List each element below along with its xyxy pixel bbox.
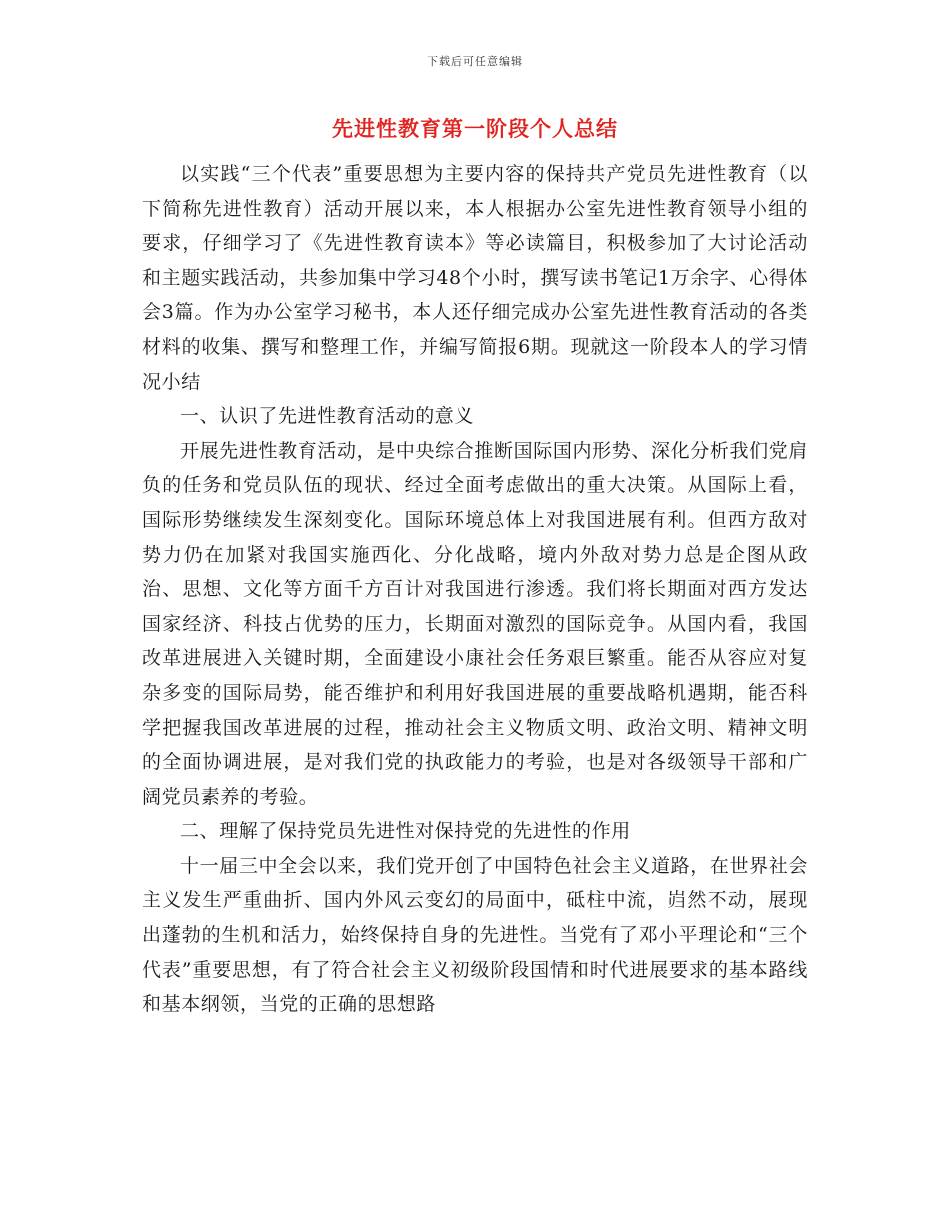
download-note: 下载后可任意编辑 [427,55,523,68]
document-body [142,157,808,1022]
paragraph-section-2: 十一届三中全会以来，我们党开创了中国特色社会主义道路，在世界社会主义发生严重曲折、国内外风云变幻的局面中，砥柱中流，岿然不动，展现出蓬勃的生机和活力，始终保持自身的先进性。当党有了邓小平理论和“三个代表”重要思想，有了符合社会主义初级阶段国情和时代进展要求的基本路线和基本纲领，当党的正确的思想路 [142,854,808,1016]
paragraph-intro: 以实践“三个代表”重要思想为主要内容的保持共产党员先进性教育（以下简称先进性教育）活动开展以来，本人根据办公室先进性教育领导小组的要求，仔细学习了《先进性教育读本》等必读篇目，积极参加了大讨论活动和主题实践活动，共参加集中学习48个小时，撰写读书笔记1万余字、心得体会3篇。作为办公室学习秘书，本人还仔细完成办公室先进性教育活动的各类材料的收集、撰写和整理工作，并编写简报6期。现就这一阶段本人的学习情况小结 [142,163,808,393]
document-title: 先进性教育第一阶段个人总结 [332,116,618,141]
section-heading-2: 二、理解了保持党员先进性对保持党的先进性的作用 [180,820,631,843]
section-heading-1: 一、认识了先进性教育活动的意义 [180,405,475,428]
paragraph-section-1: 开展先进性教育活动，是中央综合推断国际国内形势、深化分析我们党肩负的任务和党员队伍的现状、经过全面考虑做出的重大决策。从国际上看，国际形势继续发生深刻变化。国际环境总体上对我国进展有利。但西方敌对势力仍在加紧对我国实施西化、分化战略，境内外敌对势力总是企图从政治、思想、文化等方面千方百计对我国进行渗透。我们将长期面对西方发达国家经济、科技占优势的压力，长期面对激烈的国际竞争。从国内看，我国改革进展进入关键时期，全面建设小康社会任务艰巨繁重。能否从容应对复杂多变的国际局势，能否维护和利用好我国进展的重要战略机遇期，能否科学把握我国改革进展的过程，推动社会主义物质文明、政治文明、精神文明的全面协调进展，是对我们党的执政能力的考验，也是对各级领导干部和广阔党员素养的考验。 [142,439,808,808]
